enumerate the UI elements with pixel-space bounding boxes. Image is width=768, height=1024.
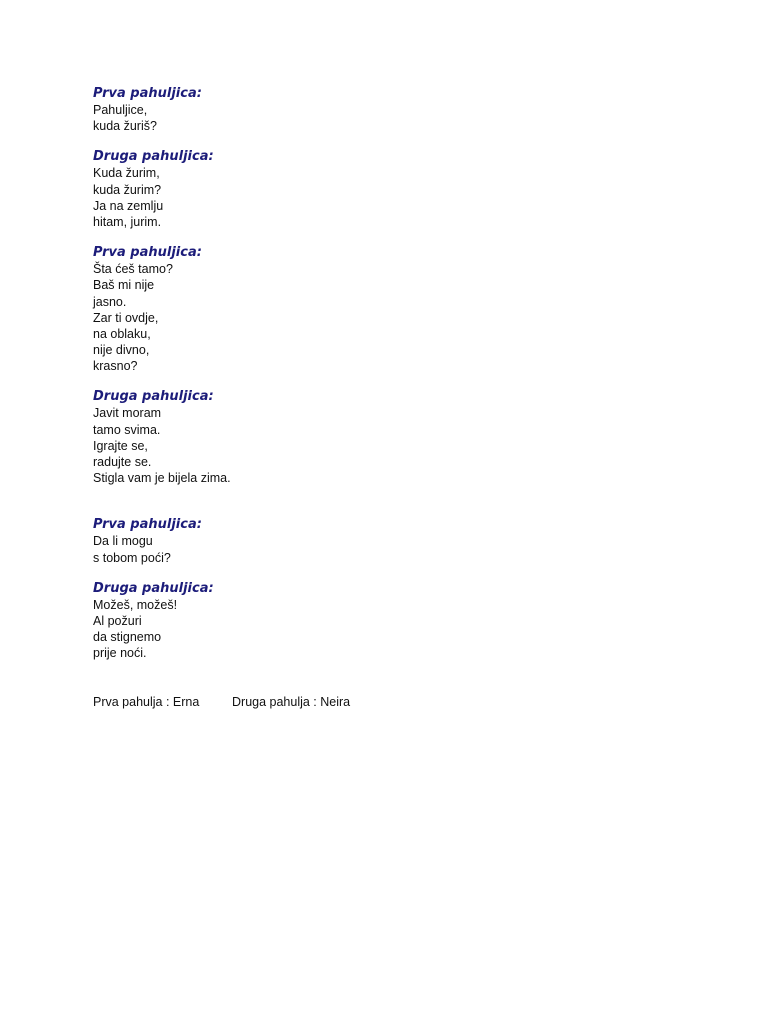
spacer xyxy=(93,134,693,149)
speaker-label: Druga pahuljica: xyxy=(93,580,214,596)
verse-line: da stignemo xyxy=(93,630,162,645)
speaker-label: Prva pahuljica: xyxy=(93,517,202,533)
cast-list xyxy=(93,694,693,710)
verse-line: na oblaku, xyxy=(93,326,151,341)
speaker-label: Prva pahuljica: xyxy=(93,245,202,261)
verse-lines xyxy=(93,597,693,662)
verse-lines xyxy=(93,261,693,374)
verse-lines xyxy=(93,102,693,134)
verse-line: nije divno, xyxy=(93,343,150,358)
verse-lines xyxy=(93,405,693,486)
cast-first: Prva pahulja : Erna xyxy=(93,694,200,709)
verse-line: Baš mi nije xyxy=(93,278,155,293)
verse-line: Javit moram xyxy=(93,406,162,421)
verse-line: radujte se. xyxy=(93,455,152,469)
spacer xyxy=(93,374,693,389)
verse-line: Zar ti ovdje, xyxy=(93,310,159,325)
speaker-label: Druga pahuljica: xyxy=(93,389,214,405)
verse-line: Da li mogu xyxy=(93,534,153,549)
speaker-label: Prva pahuljica: xyxy=(93,86,202,101)
verse-lines xyxy=(93,165,693,230)
verse-line: Kuda žurim, xyxy=(93,166,160,181)
verse-line: jasno. xyxy=(93,294,127,309)
verse-line: kuda žuriš? xyxy=(93,119,157,134)
spacer xyxy=(93,486,693,517)
document-page xyxy=(93,86,693,710)
spacer xyxy=(93,566,693,581)
verse-line: Šta ćeš tamo? xyxy=(93,262,173,277)
dialogue-block-3 xyxy=(93,245,693,374)
dialogue-block-2 xyxy=(93,149,693,230)
cast-second: Druga pahulja : Neira xyxy=(232,694,351,709)
verse-line: Igrajte se, xyxy=(93,438,148,453)
speaker-label: Druga pahuljica: xyxy=(93,149,214,165)
verse-line: tamo svima. xyxy=(93,422,161,437)
dialogue-block-5 xyxy=(93,517,693,565)
verse-line: prije noći. xyxy=(93,646,147,661)
verse-line: hitam, jurim. xyxy=(93,214,162,229)
verse-line: Možeš, možeš! xyxy=(93,597,178,612)
verse-line: s tobom poći? xyxy=(93,550,171,565)
verse-line: Ja na zemlju xyxy=(93,198,164,213)
dialogue-block-1 xyxy=(93,86,693,134)
spacer xyxy=(93,230,693,245)
verse-line: Pahuljice, xyxy=(93,103,148,117)
verse-line: Al požuri xyxy=(93,613,142,628)
verse-line: kuda žurim? xyxy=(93,182,162,197)
verse-lines xyxy=(93,533,693,565)
dialogue-block-4 xyxy=(93,389,693,486)
verse-line: krasno? xyxy=(93,359,138,374)
spacer xyxy=(93,662,693,694)
dialogue-block-6 xyxy=(93,581,693,662)
verse-line: Stigla vam je bijela zima. xyxy=(93,471,231,486)
